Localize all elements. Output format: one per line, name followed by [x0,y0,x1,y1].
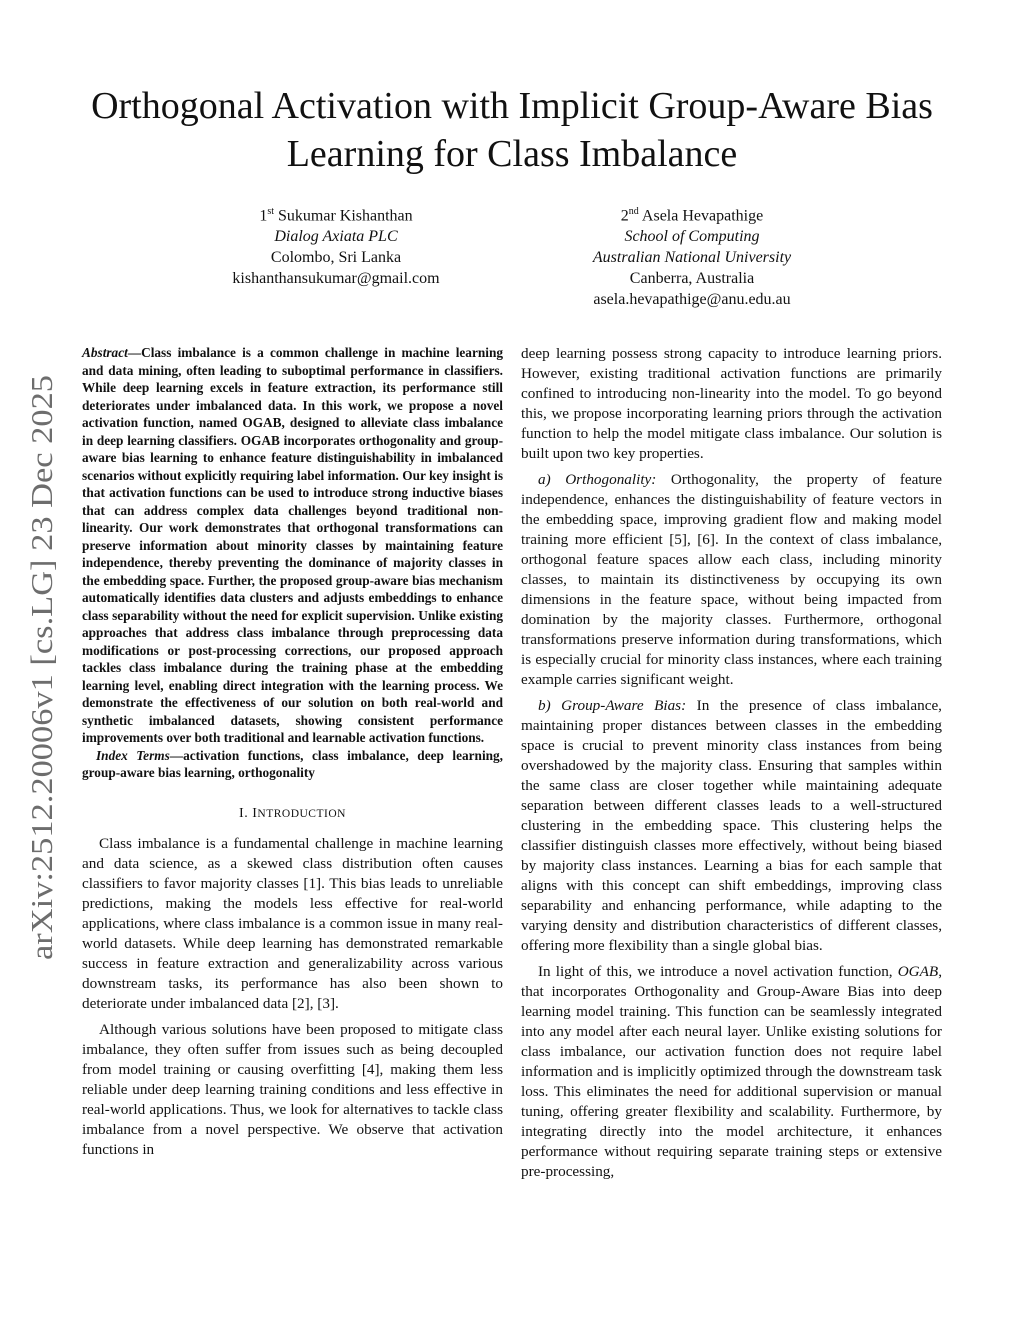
intro-paragraph-continued: deep learning possess strong capacity to introduce learning priors. However, existing traditional activation functions are primarily confined to introducing non-linearity into the model. To go beyond this, we propose incorporating learning priors through the activation function to help the model mitigate class imbalance. Our solution is built upon two key properties. [521,345,942,462]
author-block-1 [146,201,526,289]
author-ordinal-suffix: nd [628,206,639,217]
index-terms-lead: Index Terms [96,747,170,763]
abstract-text: —Class imbalance is a common challenge in machine learning and data mining, often leading to suboptimal performance in classifiers. While deep learning excels in feature extraction, its performance still deteriorates under imbalanced data. In this work, we propose a novel activation function, named OGAB, designed to alleviate class imbalance in deep learning classifiers. OGAB incorporates orthogonality and group-aware bias learning to enhance feature distinguishability in imbalanced scenarios without explicitly requiring label information. Our key insight is that activation functions can be used to introduce strong inductive biases that can address complex data challenges beyond traditional non-linearity. Our work demonstrates that orthogonal transformations can preserve information about minority classes by maintaining feature independence, thereby preventing the dominance of majority classes in the embedding space. Further, the proposed group-aware bias mechanism automatically identifies data clusters and adjusts embeddings to enhance class separability without the need for explicit supervision. Unlike existing approaches that address class imbalance through preprocessing data modifications or post-processing corrections, our proposed approach tackles class imbalance during the training phase at the embedding learning level, enabling direct integration with the learning process. We demonstrate the effectiveness of our solution on both real-world and synthetic imbalanced datasets, showing consistent performance improvements over both traditional and learnable activation functions. [82,345,503,745]
paper-title: Orthogonal Activation with Implicit Group-Aware Bias Learning for Class Imbalance [91,85,933,175]
intro-paragraph-2: Although various solutions have been proposed to mitigate class imbalance, they often suffer from issues such as being decoupled from model training or causing overfitting [4], making them less reliable under deep learning training conditions and less effective in real-world applications. Thus, we look for alternatives to tackle class imbalance from a novel perspective. We observe that activation functions in [82,1020,503,1158]
orthogonality-text: Orthogonality, the property of feature independence, enhances the distinguishability of feature vectors in the embedding space, improving gradient flow and making model training more efficient [5], [6]. In the context of class imbalance, orthogonal feature spaces allow each class, including minority classes, to maintain its distinctiveness by occupying its own dimensions in the feature space, without being impacted from domination by the majority classes. Furthermore, orthogonal transformations preserve information during transformations, which is especially crucial for minority class instances, where each training example carries significant weight. [521,471,942,688]
author-ordinal-suffix: st [267,206,274,217]
author-email: asela.hevapathige@anu.edu.au [593,291,791,309]
orthogonality-heading: a) Orthogonality: [538,471,657,488]
index-terms-text: —activation functions, class imbalance, deep learning, group-aware bias learning, orthogonality [82,747,504,780]
author-block-2 [502,201,882,310]
right-column [521,344,942,1188]
author-ordinal: 2 [620,207,629,225]
ogab-emphasis: OGAB [897,963,939,980]
author-affiliation: School of Computing [624,228,760,246]
left-column [82,344,503,1166]
section-number: I. [239,805,253,821]
group-bias-paragraph [521,696,942,956]
ogab-text-after: , that incorporates Orthogonality and Group-Aware Bias into deep learning model training. This function can be seamlessly integrated into any model after each neural layer. Unlike existing solutions for class imbalance, our activation function does not require label information and is implicitly optimized through the downstream task loss. This eliminates the need for additional supervision or manual tuning, offering greater flexibility and scalability. Furthermore, by integrating directly into the model architecture, it enhances performance without requiring separate training steps or extensive pre-processing, [521,963,942,1180]
author-location: Colombo, Sri Lanka [270,249,402,267]
author-ordinal: 1 [259,207,268,225]
author-affiliation-2: Australian National University [592,249,792,267]
intro-paragraph-1: Class imbalance is a fundamental challenge in machine learning and data science, as a skewed class distribution often causes classifiers to favor majority classes [1]. This bias leads to unreliable predictions, making the models less effective for real-world applications, where class imbalance is a common issue in many real-world datasets. While deep learning has demonstrated remarkable success in feature extraction and generalizability across various downstream tasks, its performance has also been shown to deteriorate under imbalanced data [2], [3]. [82,834,503,1012]
author-affiliation: Dialog Axiata PLC [274,228,398,246]
ogab-text-before: In light of this, we introduce a novel activation function, [538,963,898,980]
group-bias-text: In the presence of class imbalance, maintaining proper distances between classes in the embedding space is crucial to prevent minority class instances from being overshadowed by the majority class. Ensuring that samples within the same class are closer together while maintaining adequate separation between different classes leads to a well-structured clustering in the embedding space. This clustering helps the classifier distinguish classes more effectively, without being biased by majority class instances. Learning a bias for each sample that aligns with this concept can shift embeddings, improving class separability and enhancing performance, while adapting to the varying density and distribution characteristics of different classes, offering more flexibility than a single global bias. [521,697,942,954]
arxiv-identifier: arXiv:2512.20006v1 [cs.LG] 23 Dec 2025 [24,433,59,960]
arxiv-side-stamp [6,370,70,970]
abstract-lead: Abstract [82,345,128,360]
author-location: Canberra, Australia [629,270,755,288]
abstract [82,344,503,747]
orthogonality-paragraph [521,470,942,690]
author-name-line [502,201,882,226]
group-bias-heading: b) Group-Aware Bias: [538,697,687,714]
author-name: Sukumar Kishanthan [278,207,413,225]
author-email: kishanthansukumar@gmail.com [232,270,440,288]
section-heading-introduction [82,804,503,824]
author-name-line [146,201,526,226]
author-name: Asela Hevapathige [641,207,764,225]
index-terms [82,747,503,782]
section-first-letter: I [252,805,258,821]
section-title-rest: NTRODUCTION [257,807,346,820]
ogab-paragraph [521,962,942,1182]
